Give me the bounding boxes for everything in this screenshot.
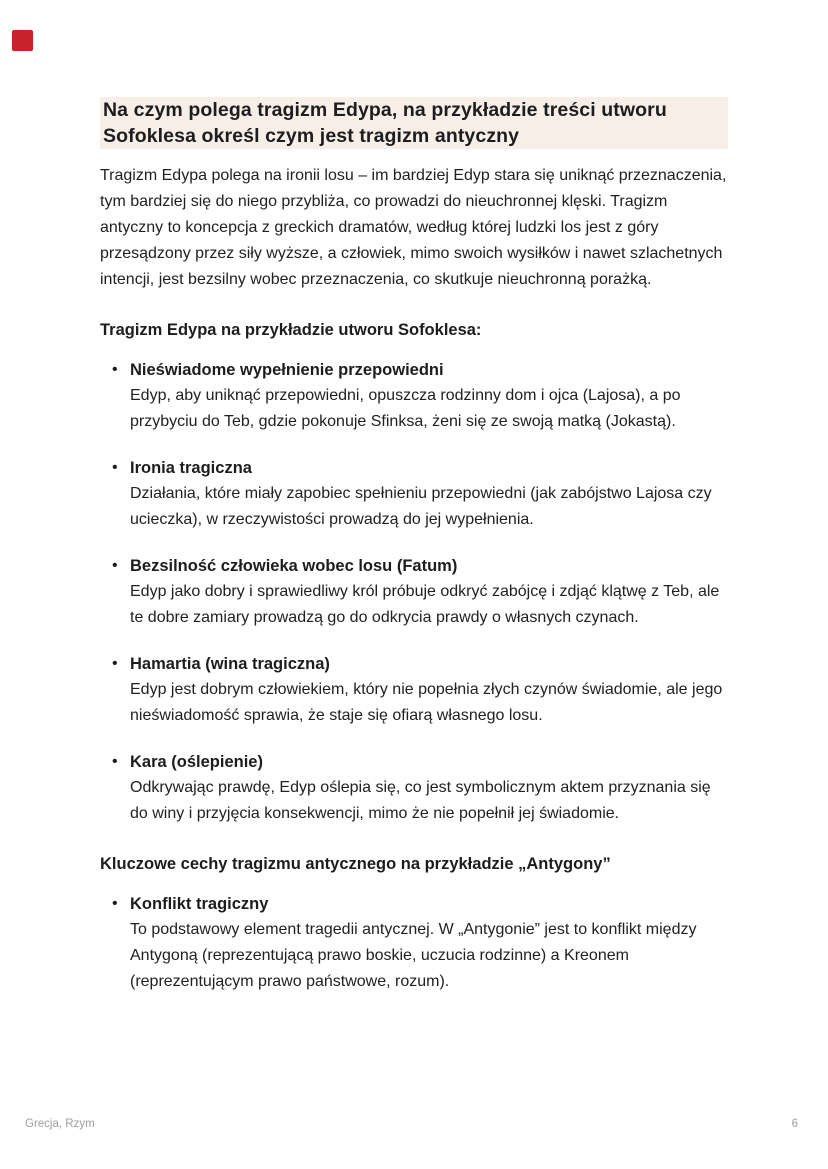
list-item-body: Odkrywając prawdę, Edyp oślepia się, co jest symbolicznym aktem przyznania się do winy i przyjęcia konsekwencji, mimo że nie popełnił jej świadomie. [130, 779, 711, 822]
list-item-title: Nieświadome wypełnienie przepowiedni [130, 361, 444, 379]
list-item [112, 749, 728, 827]
list-item-text [130, 553, 728, 631]
list-item-title: Kara (oślepienie) [130, 753, 263, 771]
footer-chapter-label: Grecja, Rzym [25, 1118, 95, 1130]
list-item-title: Konflikt tragiczny [130, 895, 269, 913]
list-item-text [130, 651, 728, 729]
list-item-body: To podstawowy element tragedii antycznej. W „Antygonie” jest to konflikt między Antygoną (reprezentującą prawo boskie, uczucia rodzinne) a Kreonem (reprezentującym prawo państwowe, rozum). [130, 921, 697, 990]
bullet-list-sofokles [100, 357, 728, 827]
list-item [112, 891, 728, 995]
bullet-icon: • [112, 655, 118, 672]
list-item [112, 357, 728, 435]
bullet-icon: • [112, 753, 118, 770]
document-content [100, 97, 728, 1015]
list-item-title: Bezsilność człowieka wobec losu (Fatum) [130, 557, 458, 575]
section-heading-antygona: Kluczowe cechy tragizmu antycznego na przykładzie „Antygony” [100, 855, 611, 873]
list-item [112, 553, 728, 631]
list-item-text [130, 455, 728, 533]
list-item [112, 455, 728, 533]
list-item-body: Edyp jako dobry i sprawiedliwy król próbuje odkryć zabójcę i zdjąć klątwę z Teb, ale te dobre zamiary prowadzą go do odkrycia prawdy o własnych czynach. [130, 583, 720, 626]
bullet-icon: • [112, 895, 118, 912]
list-item-body: Edyp jest dobrym człowiekiem, który nie popełnia złych czynów świadomie, ale jego nieświadomość sprawia, że staje się ofiarą własnego losu. [130, 681, 723, 724]
bullet-list-antygona [100, 891, 728, 995]
intro-paragraph: Tragizm Edypa polega na ironii losu – im bardziej Edyp stara się uniknąć przeznaczenia, tym bardziej się do niego przybliża, co prowadzi do nieuchronnej klęski. Tragizm antyczny to koncepcja z greckich dramatów, według której ludzki los jest z góry przesądzony przez siły wyższe, a człowiek, mimo swoich wysiłków i nawet szlachetnych intencji, jest bezsilny wobec przeznaczenia, co skutkuje nieuchronną porażką. [100, 167, 727, 288]
list-item-text [130, 357, 728, 435]
footer-page-number: 6 [791, 1118, 798, 1130]
brand-logo-icon [12, 30, 33, 51]
list-item-text [130, 749, 728, 827]
bullet-icon: • [112, 557, 118, 574]
list-item-body: Działania, które miały zapobiec spełnieniu przepowiedni (jak zabójstwo Lajosa czy ucieczka), w rzeczywistości prowadzą do jej wypełnienia. [130, 485, 712, 528]
bullet-icon: • [112, 459, 118, 476]
list-item-body: Edyp, aby uniknąć przepowiedni, opuszcza rodzinny dom i ojca (Lajosa), a po przybyciu do Teb, gdzie pokonuje Sfinksa, żeni się ze swoją matką (Jokastą). [130, 387, 681, 430]
list-item-text [130, 891, 728, 995]
page-title: Na czym polega tragizm Edypa, na przykładzie treści utworu Sofoklesa określ czym jest tragizm antyczny [100, 97, 728, 149]
list-item [112, 651, 728, 729]
list-item-title: Hamartia (wina tragiczna) [130, 655, 330, 673]
section-heading-sofokles: Tragizm Edypa na przykładzie utworu Sofoklesa: [100, 321, 482, 339]
list-item-title: Ironia tragiczna [130, 459, 252, 477]
bullet-icon: • [112, 361, 118, 378]
